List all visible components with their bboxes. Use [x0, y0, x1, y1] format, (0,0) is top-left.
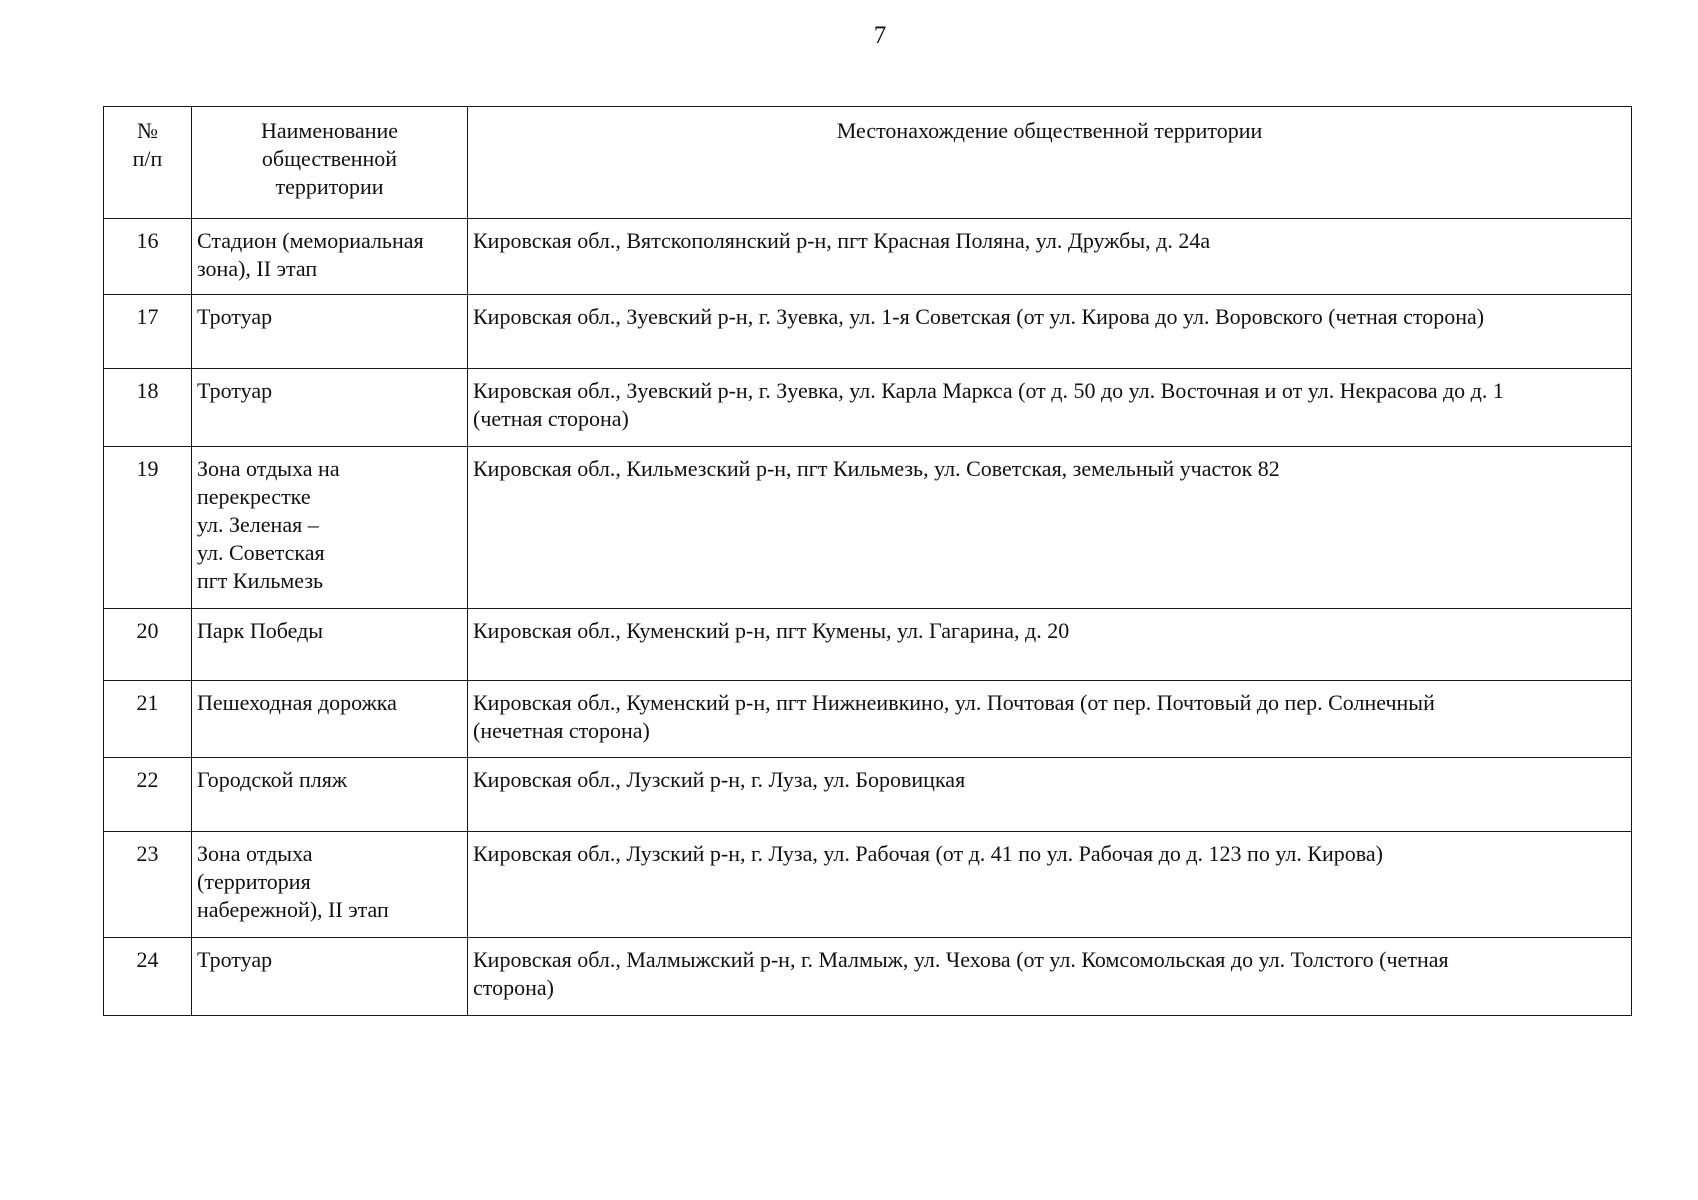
territory-location: Кировская обл., Зуевский р-н, г. Зуевка, ул. Карла Маркса (от д. 50 до ул. Восточная и от ул. Некрасова до д. 1 (четная сторона): [468, 369, 1632, 447]
row-number: 16: [104, 219, 192, 295]
territory-name: Парк Победы: [192, 609, 468, 681]
row-number: 17: [104, 295, 192, 369]
header-name: Наименование общественной территории: [192, 107, 468, 219]
territory-name: Зона отдыха (территория набережной), II этап: [192, 832, 468, 938]
table-row: [104, 681, 1632, 758]
territory-name: Тротуар: [192, 369, 468, 447]
territory-location: Кировская обл., Куменский р-н, пгт Нижнеивкино, ул. Почтовая (от пер. Почтовый до пер. Солнечный (нечетная сторона): [468, 681, 1632, 758]
table-row: [104, 938, 1632, 1016]
territories-table: [103, 106, 1632, 1016]
territory-location: Кировская обл., Зуевский р-н, г. Зуевка, ул. 1-я Советская (от ул. Кирова до ул. Воровского (четная сторона): [468, 295, 1632, 369]
row-number: 20: [104, 609, 192, 681]
territory-location: Кировская обл., Малмыжский р-н, г. Малмыж, ул. Чехова (от ул. Комсомольская до ул. Толстого (четная сторона): [468, 938, 1632, 1016]
territory-name: Пешеходная дорожка: [192, 681, 468, 758]
territory-location: Кировская обл., Вятскополянский р-н, пгт Красная Поляна, ул. Дружбы, д. 24а: [468, 219, 1632, 295]
table-row: [104, 609, 1632, 681]
row-number: 19: [104, 447, 192, 609]
table-row: [104, 832, 1632, 938]
row-number: 23: [104, 832, 192, 938]
territory-location: Кировская обл., Куменский р-н, пгт Кумены, ул. Гагарина, д. 20: [468, 609, 1632, 681]
row-number: 22: [104, 758, 192, 832]
page-number: 7: [873, 22, 887, 49]
header-location: Местонахождение общественной территории: [468, 107, 1632, 219]
territory-location: Кировская обл., Кильмезский р-н, пгт Кильмезь, ул. Советская, земельный участок 82: [468, 447, 1632, 609]
row-number: 18: [104, 369, 192, 447]
table-row: [104, 295, 1632, 369]
table-header-row: [104, 107, 1632, 219]
table-row: [104, 369, 1632, 447]
header-num: № п/п: [104, 107, 192, 219]
territory-name: Зона отдыха на перекрестке ул. Зеленая – ул. Советская пгт Кильмезь: [192, 447, 468, 609]
row-number: 21: [104, 681, 192, 758]
table-row: [104, 219, 1632, 295]
territory-location: Кировская обл., Лузский р-н, г. Луза, ул. Боровицкая: [468, 758, 1632, 832]
territory-name: Городской пляж: [192, 758, 468, 832]
territory-name: Тротуар: [192, 295, 468, 369]
table-row: [104, 758, 1632, 832]
row-number: 24: [104, 938, 192, 1016]
table-row: [104, 447, 1632, 609]
territory-name: Тротуар: [192, 938, 468, 1016]
territory-name: Стадион (мемориальная зона), II этап: [192, 219, 468, 295]
territory-location: Кировская обл., Лузский р-н, г. Луза, ул. Рабочая (от д. 41 по ул. Рабочая до д. 123 по ул. Кирова): [468, 832, 1632, 938]
